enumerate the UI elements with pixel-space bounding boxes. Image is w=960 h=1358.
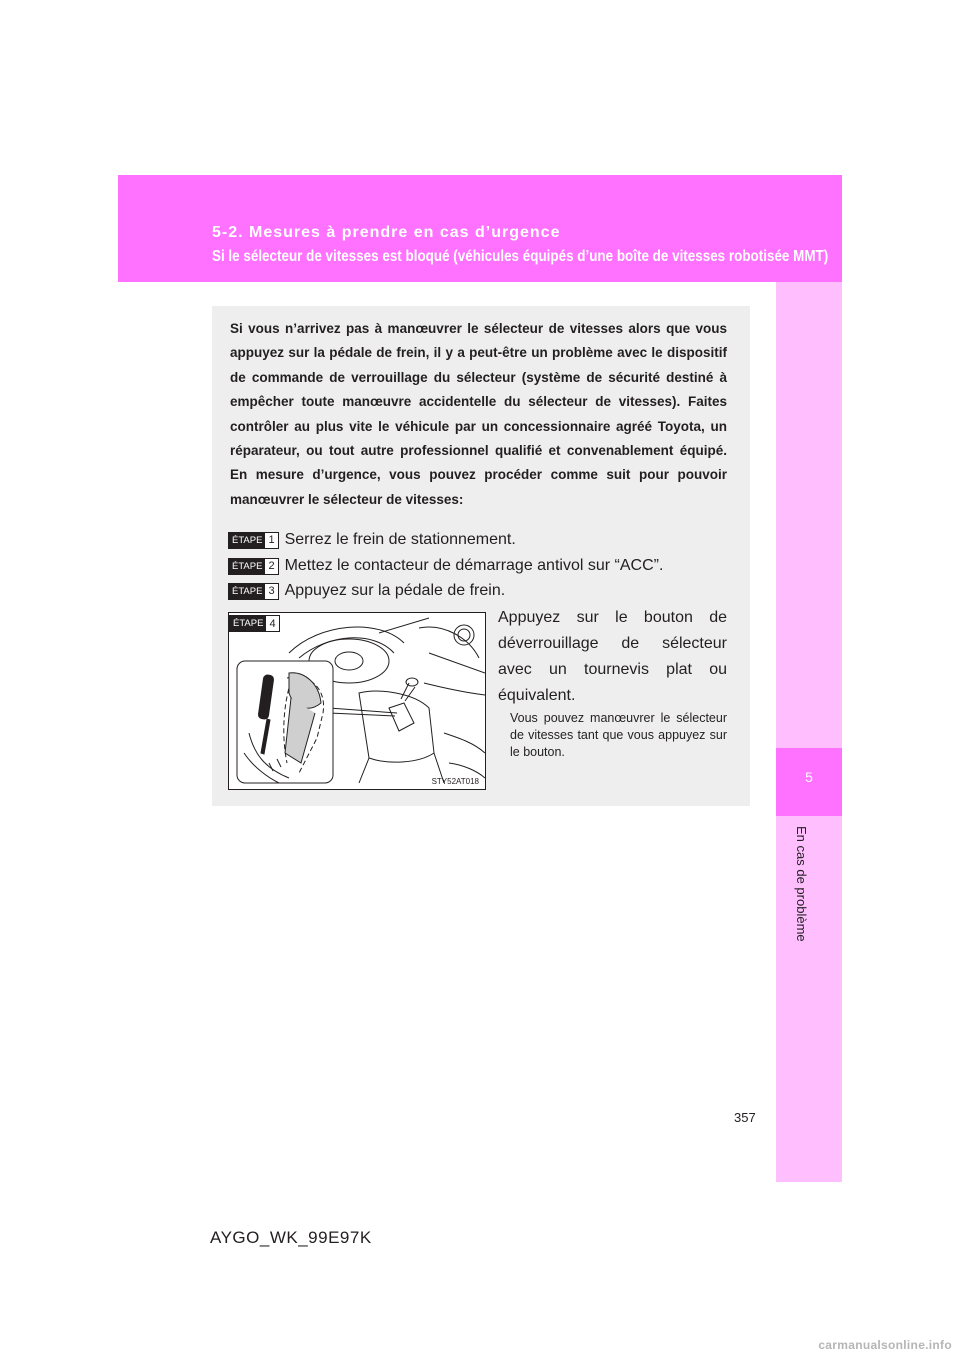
step-4-text: Appuyez sur le bouton de déverrouillage de sélecteur avec un tournevis plat ou équivalent. [498, 609, 727, 704]
step-badge: ÉTAPE 3 [228, 583, 279, 600]
step-text: Mettez le contacteur de démarrage antivol sur “ACC”. [284, 557, 664, 574]
step-text: Appuyez sur la pédale de frein. [284, 582, 506, 599]
intro-paragraph: Si vous n’arrivez pas à manœuvrer le sélecteur de vitesses alors que vous appuyez sur la pédale de frein, il y a peut-être un problème avec le dispositif de commande de verrouillage du sélecteur (système de sécurité destiné à empêcher toute manœuvre accidentelle du sélecteur de vitesses). Faites contrôler au plus vite le véhicule par un concessionnaire agréé Toyota, un réparateur, ou tout autre professionnel qualifié et convenablement équipé. En mesure d’urgence, vous pouvez procéder comme suit pour pouvoir manœuvrer le sélecteur de vitesses: [230, 321, 727, 507]
step-badge: ÉTAPE 4 [229, 615, 280, 632]
figure-code: STY52AT018 [431, 777, 479, 786]
document-code: AYGO_WK_99E97K [210, 1228, 372, 1247]
page-title: Si le sélecteur de vitesses est bloqué (véhicules équipés d’une boîte de vitesses robotisée MMT) [212, 248, 829, 265]
page-number: 357 [734, 1110, 756, 1125]
step-badge: ÉTAPE 1 [228, 532, 279, 549]
step-text: Serrez le frein de stationnement. [284, 531, 516, 548]
step-badge: ÉTAPE 2 [228, 558, 279, 575]
step-2 [228, 554, 663, 578]
chapter-tab-strip [776, 282, 842, 1182]
section-title: 5-2. Mesures à prendre en cas d’urgence [212, 224, 561, 241]
step-1 [228, 528, 516, 552]
chapter-label: En cas de problème [794, 826, 809, 942]
illustration-drawing [229, 613, 485, 789]
step-4-note: Vous pouvez manœuvrer le sélecteur de vitesses tant que vous appuyez sur le bouton. [510, 711, 727, 759]
step-3 [228, 579, 505, 603]
watermark: carmanualsonline.info [818, 1338, 952, 1352]
chapter-number: 5 [805, 769, 813, 785]
shift-lever-illustration [228, 612, 486, 790]
